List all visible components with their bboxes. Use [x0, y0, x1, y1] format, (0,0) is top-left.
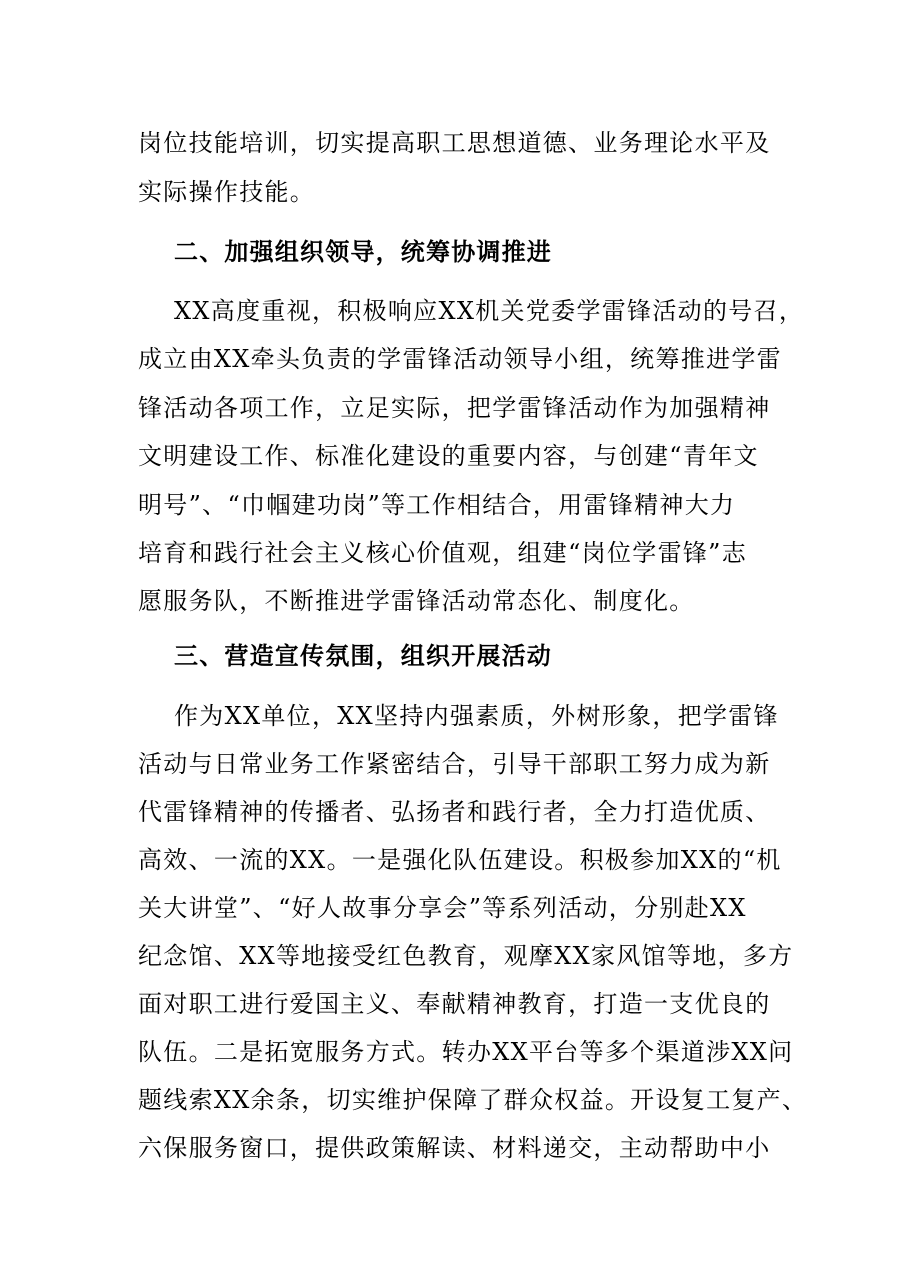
- paragraph-line: 作为XX单位，XX坚持内强素质，外树形象，把学雷锋: [174, 702, 779, 730]
- paragraph-line: 代雷锋精神的传播者、弘扬者和践行者，全力打造优质、: [138, 798, 771, 826]
- section-heading: 二、加强组织领导，统筹协调推进: [174, 238, 552, 266]
- paragraph-line: 岗位技能培训，切实提高职工思想道德、业务理论水平及: [138, 129, 771, 157]
- paragraph-line: 高效、一流的XX。一是强化队伍建设。积极参加XX的“机: [138, 846, 782, 874]
- paragraph-line: 成立由XX牵头负责的学雷锋活动领导小组，统筹推进学雷: [138, 345, 782, 373]
- paragraph-line: 面对职工进行爱国主义、奉献精神教育，打造一支优良的: [138, 990, 771, 1018]
- paragraph-line: 纪念馆、XX等地接受红色教育，观摩XX家风馆等地，多方: [138, 942, 794, 970]
- paragraph-line: 培育和践行社会主义核心价值观，组建“岗位学雷锋”志: [138, 539, 748, 567]
- paragraph-line: 六保服务窗口，提供政策解读、材料递交，主动帮助中小: [138, 1134, 771, 1162]
- paragraph-line: 明号”、“巾帼建功岗”等工作相结合，用雷锋精神大力: [138, 491, 736, 519]
- paragraph-line: 实际操作技能。: [138, 178, 316, 206]
- paragraph-line: 文明建设工作、标准化建设的重要内容，与创建“青年文: [138, 442, 759, 470]
- paragraph-line: 锋活动各项工作，立足实际，把学雷锋活动作为加强精神: [138, 394, 771, 422]
- paragraph-line: 题线索XX余条，切实维护保障了群众权益。开设复工复产、: [138, 1086, 808, 1114]
- paragraph-line: 活动与日常业务工作紧密结合，引导干部职工努力成为新: [138, 750, 771, 778]
- paragraph-line: 愿服务队，不断推进学雷锋活动常态化、制度化。: [138, 587, 695, 615]
- paragraph-line: 关大讲堂”、“好人故事分享会”等系列活动，分别赴XX: [138, 894, 747, 922]
- paragraph-line: XX高度重视，积极响应XX机关党委学雷锋活动的号召，: [174, 297, 805, 325]
- paragraph-line: 队伍。二是拓宽服务方式。转办XX平台等多个渠道涉XX问: [138, 1038, 794, 1066]
- section-heading: 三、营造宣传氛围，组织开展活动: [174, 642, 552, 670]
